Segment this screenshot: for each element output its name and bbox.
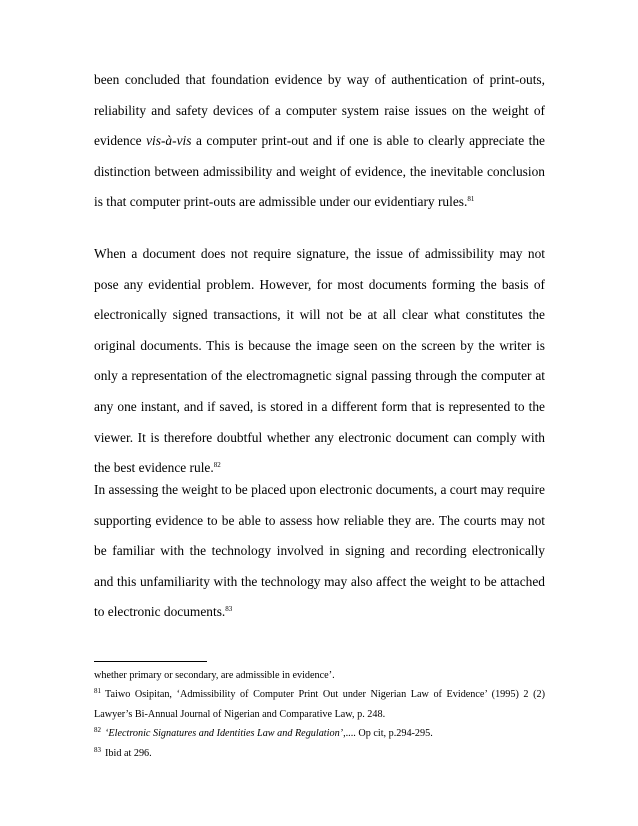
body-paragraph-1 [94, 65, 545, 218]
footnote-text: Taiwo Osipitan, ‘Admissibility of Computer Print Out under Nigerian Law of Evidence’ (1995) 2 (2) Lawyer’s Bi-Annual Journal of Nigerian and Comparative Law, p. 248. [94, 689, 545, 720]
footnote-reference-81[interactable]: 81 [467, 195, 475, 204]
paragraph-text: been concluded that foundation evidence by way of authentication of print-outs, reliability and safety devices of a computer system raise issues on the weight of evidence [94, 72, 545, 149]
footnote-continuation: whether primary or secondary, are admissible in evidence’. [94, 670, 335, 681]
footnote-mark: 82 [94, 726, 101, 735]
footnote-mark: 83 [94, 745, 101, 754]
body-paragraph-2 [94, 239, 545, 484]
body-paragraph-3 [94, 475, 545, 628]
paragraph-text-continued: a computer print-out and if one is able to clearly appreciate the distinction between admissibility and weight of evidence, the inevitable conclusion is that computer print-outs are admissible under our evidentiary rules. [94, 133, 545, 210]
footnote-mark: 81 [94, 687, 101, 696]
italic-term: vis-à-vis [146, 133, 192, 149]
footnotes-section [94, 666, 545, 763]
footnote-reference-83[interactable]: 83 [225, 605, 233, 614]
paragraph-text: When a document does not require signature, the issue of admissibility may not pose any evidential problem. However, for most documents forming the basis of electronically signed transactions, it will not be at all clear what constitutes the original documents. This is because the image seen on the screen by the writer is only a representation of the electromagnetic signal passing through the computer at any one instant, and if saved, is stored in a different form that is represented to the viewer. It is therefore doubtful whether any electronic document can comply with the best evidence rule. [94, 246, 545, 476]
footnote-text: Ibid at 296. [105, 747, 152, 759]
footnote-text: ,.... Op cit, p.294-295. [343, 728, 433, 740]
footnote-separator [94, 661, 207, 662]
footnote-81 [94, 685, 545, 724]
footnote-reference-82[interactable]: 82 [213, 461, 221, 470]
footnote-title-italic: ‘Electronic Signatures and Identities Law and Regulation’ [105, 728, 344, 740]
footnote-83 [94, 744, 545, 763]
paragraph-text: In assessing the weight to be placed upon electronic documents, a court may require supporting evidence to be able to assess how reliable they are. The courts may not be familiar with the technology involved in signing and recording electronically and this unfamiliarity with the technology may also affect the weight to be attached to electronic documents. [94, 482, 545, 620]
footnote-82 [94, 724, 545, 743]
